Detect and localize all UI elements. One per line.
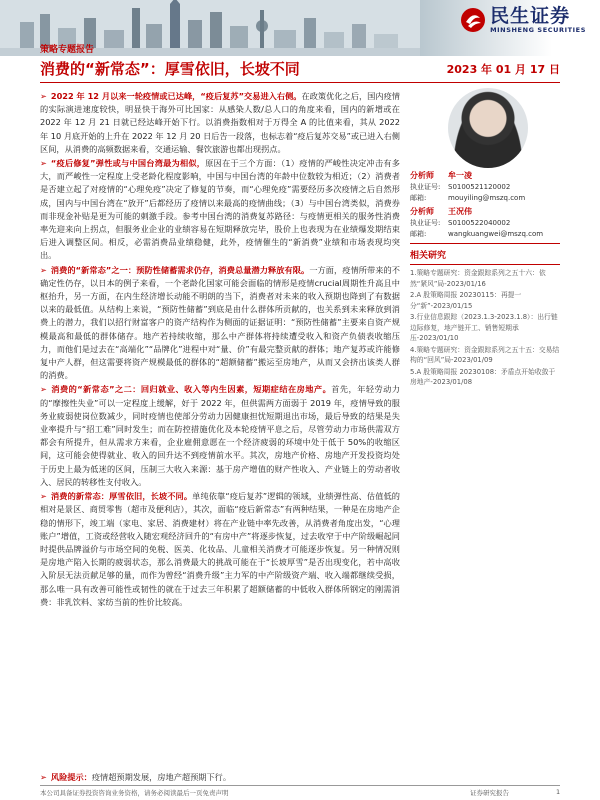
analyst-email[interactable]: wangkuangwei@mszq.com — [448, 230, 544, 238]
report-body — [40, 90, 400, 610]
cert-label: 执业证号: — [410, 219, 441, 227]
cert-number: S0100521120002 — [448, 183, 511, 191]
footer-label: 证券研究报告 — [470, 789, 509, 797]
paragraph-taiwan-comparison — [40, 157, 400, 263]
email-label: 邮箱: — [410, 230, 427, 238]
report-category: 策略专题报告 — [40, 45, 95, 55]
sidebar-divider — [410, 243, 560, 244]
brand-name-cn: 民生证券 — [490, 5, 571, 27]
risk-lead: 风险提示： — [50, 772, 92, 782]
analyst-role: 分析师 — [410, 207, 434, 216]
brand-name-en: MINSHENG SECURITIES — [490, 26, 586, 34]
paragraph-new-normal-two — [40, 383, 400, 489]
analyst-photo — [448, 88, 528, 168]
sidebar — [410, 88, 560, 389]
footer-divider — [40, 785, 560, 786]
report-date: 2023 年 01 月 17 日 — [446, 63, 560, 76]
paragraph-text: 原因在于三个方面：（1）疫情的严峻性决定冲击有多大，而严峻性一定程度上受老龄化程度影响，中国与中国台湾的年龄中位数较为相近；（2）消费者是否建立起了对疫情的“心理免疫”决定了修复的节奏，而“心理免疫”需要经历多次疫情之后自然形成，国内与中国台湾在“放开”后都经历了疫情以来最高的疫情曲线；（3）与中国台湾类似，消费券而非现金补贴是更为可能的刺激手段。参考中国台湾的消费复苏路径：与疫情更相关的服务性消费率先迎来向上拐点，但服务业企业的业绩容易在短期释放完毕，股价上也表现为在业绩爆发期结束后进入调整区间。相反，必需消费品业绩稳健，此外，疫情催生的“新消费”业绩和市场表现均突出。 — [40, 158, 400, 261]
paragraph-text: 首先，年轻劳动力的“摩擦性失业”可以一定程度上缓解，好于 2022 年，但供需两方面弱于 2019 年，疫情导致的服务业疲弱使岗位数减少，同时疫情也使部分劳动力因健康担忧短期退出市场，最后导致的结果是失业率提升与“招工难”同时发生；而在防控措施优化及本轮疫情平息之后，尽管劳动力市场供需双方都会有所提升，但从需求方来看，企业雇佣意愿在一个经济疲弱的环境中处于低于 50%的收缩区间，这可能会使得就业、收入的回升达不到疫情前水平。其次，房地产价格、房地产开发投资均处于历史上最为低迷的区间，压制三大收入来源：基于房产增值的财产性收入、产业链上的劳动者收入、居民的转移性支付收入。 — [40, 384, 400, 487]
related-research-item[interactable]: 5.A 股策略周报 20230108：矛盾点开始收敛于房地产-2023/01/08 — [410, 367, 556, 386]
paragraph-text: 在政策优化之后，国内疫情的实际演进速度较快，明显快于海外可比国家：从感染人数/总人口的角度来看，国内的新增或在 2022 年 12 月 21 日就已经达峰开始下行。以消费指数相对于万得全 A 的比值来看，其从 2022 年 10 月底开始的上升在 2022 年 12 月 20 日后告一段落，也标志着“疫后复苏交易”或已进入右侧区间，从消费的高频数据来看，交通运输、餐饮旅游也都出现拐点。 — [40, 91, 400, 154]
bullet-arrow-icon: ➢ — [40, 772, 47, 782]
bullet-arrow-icon: ➢ — [40, 158, 47, 169]
paragraph-lead: 消费的新常态：厚雪依旧，长坡不同。 — [50, 491, 193, 502]
brand-logo — [460, 6, 586, 34]
bullet-arrow-icon: ➢ — [40, 491, 47, 502]
paragraph-lead: 2022 年 12 月以来一轮疫情或已达峰，“疫后复苏”交易进入右侧。 — [50, 91, 302, 101]
related-research-item[interactable]: 4.策略专题研究：资金跟踪系列之五十五：交易结构的“回风”局-2023/01/09 — [410, 345, 560, 364]
analyst-role: 分析师 — [410, 171, 434, 180]
related-research-list — [410, 268, 560, 388]
analyst-card-2 — [410, 206, 560, 240]
bullet-arrow-icon: ➢ — [40, 264, 47, 275]
paragraph-lead: 消费的“新常态”之二：回归就业、收入等内生因素，短期症结在房地产。 — [50, 384, 332, 395]
analyst-name: 王况伟 — [448, 207, 472, 216]
paragraph-new-normal-one — [40, 264, 400, 383]
risk-text: 疫情超预期发展，房地产超预期下行。 — [91, 772, 232, 782]
related-research-title: 相关研究 — [410, 251, 447, 261]
analyst-card-1 — [410, 170, 560, 204]
paragraph-text: 单纯依靠“疫后复苏”逻辑的领域，业绩弹性高、估值低的相对是景区、商贸零售（超市及便利店），其次，面临“疫后新常态”有两种结果，一种是在房地产企稳的情形下，竣工端（家电、家居、消费建材）将在产业链中率先改善，从消费者角度出发，“心理账户”增值，工资或经营收入随宏观经济回升的“有房中产”将逐步恢复，过去收窄于中产阶级崛起同时提供品牌溢价与市场空间的免税、医美、化妆品、儿童相关消费才可能逐步恢复。另一种情况则是房地产陷入长期的疲弱状态，那么消费最大的挑战可能在于“长坡厚雪”是否出现变化，若中高收入阶层无法贡献足够的量，而作为曾经“消费升级”主力军的中产阶级资产端、收入端都继续受损，那么唯一具有改善可能性或韧性的就在于过去三年积累了超额储蓄的中低收入群体所钢定的刚需消费：非乳饮料、家纺当前的性价比较高。 — [40, 491, 400, 607]
paragraph-text: 一方面，疫情所带来的不确定性仍存，以日本的例子来看，一个老龄化国家可能会面临的情形是疫情crucial周期性升高且中枢抬升，另一方面，在内生经济增长动能不明朗的当下，消费者对未来的收入预期也降到了有数据以来的最低值。从结构上来说，“预防性储蓄”到底是由什么群体所贡献的，也关系到未来释放到消费上的潜力，我们以招行财富客户的资产结构作为侧面的证据证明：“预防性储蓄”主要来自资产规模最高和最低的群体储存。地产若持续收缩，那么中产群体将持续遭受收入和资产负债表收缩压力，而他们是过去在“高端化”“品牌化”进程中对“量、价”有最完整贡献的群体；地产复苏或许能修复中产人群，但这需要将资产规模最低的群体的“超额储蓄”搬运至房地产，从而又会挤出该类人群的消费。 — [40, 264, 400, 381]
email-label: 邮箱: — [410, 194, 427, 202]
related-research-item[interactable]: 1.策略专题研究：资金跟踪系列之五十六：依然“紧风”局-2023/01/16 — [410, 269, 546, 288]
paragraph-lead: 消费的“新常态”之一：预防性储蓄需求仍存，消费总量潜力释放有限。 — [50, 264, 310, 275]
related-research-item[interactable]: 3.行业信息跟踪（2023.1.3-2023.1.8）：出行链边际修复，地产链开工、销售短期承压-2023/01/10 — [410, 313, 558, 342]
paragraph-covid-peak — [40, 90, 400, 156]
footer-disclaimer: 本公司具备证券投资咨询业务资格，请务必阅读最后一页免责声明 — [40, 789, 229, 797]
bullet-arrow-icon: ➢ — [40, 91, 47, 101]
cert-number: S0100522040002 — [448, 219, 511, 227]
related-research-item[interactable]: 2.A 股策略周报 20230115：再提一分“新”-2023/01/15 — [410, 291, 522, 310]
sidebar-divider — [410, 264, 560, 265]
paragraph-new-normal-conclusion — [40, 490, 400, 609]
paragraph-lead: “疫后修复”弹性或与中国台湾最为相似， — [50, 158, 206, 169]
analyst-email[interactable]: mouyiling@mszq.com — [448, 194, 526, 202]
title-divider — [40, 82, 560, 83]
minsheng-logo-icon — [460, 7, 486, 33]
page-number: 1 — [556, 788, 561, 796]
report-title: 消费的“新常态”：厚雪依旧，长坡不同 — [40, 60, 300, 78]
cert-label: 执业证号: — [410, 183, 441, 191]
risk-warning — [40, 772, 231, 783]
bullet-arrow-icon: ➢ — [40, 384, 47, 395]
analyst-name: 牟一凌 — [448, 171, 472, 180]
